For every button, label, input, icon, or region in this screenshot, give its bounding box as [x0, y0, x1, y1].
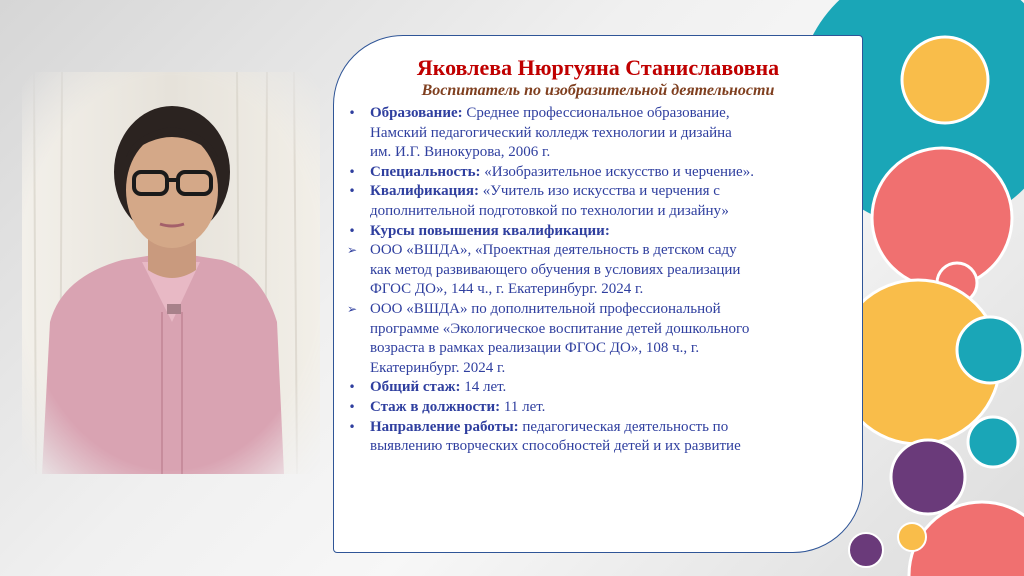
info-item-line [342, 320, 832, 340]
info-item-line [342, 339, 832, 359]
bullet-icon: • [348, 399, 356, 414]
info-item-line [342, 261, 832, 281]
teal-circle-mid [957, 317, 1023, 383]
info-item-line [342, 241, 832, 261]
info-item-text: возраста в рамках реализации ФГОС ДО», 108 ч., г. [370, 340, 700, 357]
info-item-text: Екатеринбург. 2024 г. [370, 359, 506, 376]
info-item-label: Общий стаж: [370, 379, 461, 396]
info-item-text: им. И.Г. Винокурова, 2006 г. [370, 144, 551, 161]
info-item-label: Направление работы: [370, 418, 519, 435]
teal-circle-small [968, 417, 1018, 467]
info-item-line [342, 182, 832, 202]
info-item-label: Образование: [370, 105, 463, 121]
purple-circle-large [891, 440, 965, 514]
info-item-label: Стаж в должности: [370, 398, 501, 415]
info-item-text: выявлению творческих способностей детей и их развитие [370, 438, 741, 455]
person-name: Яковлева Нюргуяна Станиславовна [416, 55, 780, 80]
yellow-circle-top [902, 37, 988, 123]
info-item-line [342, 418, 832, 438]
purple-circle-small [849, 533, 883, 567]
coral-circle-small [937, 263, 977, 303]
info-card [333, 35, 863, 553]
person-position: Воспитатель по изобразительной деятельности [421, 82, 775, 99]
info-item-line [342, 359, 832, 379]
arrow-bullet-icon: ➢ [346, 301, 358, 316]
info-item-line [342, 437, 832, 457]
bullet-icon: • [348, 380, 356, 395]
info-item-line [342, 398, 832, 418]
yellow-circle-small [898, 523, 926, 551]
person-photo [22, 72, 320, 474]
info-item-label: Курсы повышения квалификации: [370, 222, 610, 239]
info-item-text: «Учитель изо искусства и черчения с [482, 183, 720, 200]
info-item-text: программе «Экологическое воспитание детей дошкольного [370, 320, 750, 337]
info-item-text: Среднее профессиональное образование, [466, 105, 730, 121]
bullet-icon: • [348, 419, 356, 434]
info-item-label: Специальность: [370, 163, 481, 180]
bullet-icon: • [348, 106, 356, 120]
info-item-text: Намский педагогический колледж технологии и дизайна [370, 124, 732, 141]
info-item-line [342, 378, 832, 398]
info-item-text: педагогическая деятельность по [522, 418, 729, 435]
info-item-text: ООО «ВШДА» по дополнительной профессиональной [370, 300, 721, 317]
info-item-line [342, 104, 832, 124]
person-photo-icon [22, 72, 320, 474]
info-item-text: 11 лет. [503, 398, 546, 415]
coral-circle-bottom [909, 502, 1024, 576]
info-item-text: ФГОС ДО», 144 ч., г. Екатеринбург. 2024 г. [370, 281, 644, 298]
info-item-text: 14 лет. [464, 379, 507, 396]
bullet-icon: • [348, 164, 356, 179]
info-item-line [342, 222, 832, 242]
info-item-label: Квалификация: [370, 183, 479, 200]
coral-circle-large [872, 148, 1012, 288]
info-item-text: «Изобразительное искусство и черчение». [484, 163, 754, 180]
info-item-text: дополнительной подготовкой по технологии и дизайну» [370, 202, 729, 219]
bullet-icon: • [348, 184, 356, 199]
info-item-text: ООО «ВШДА», «Проектная деятельность в детском саду [370, 242, 737, 259]
info-item-text: как метод развивающего обучения в условиях реализации [370, 261, 741, 278]
bullet-icon: • [348, 223, 356, 238]
info-item-line [342, 280, 832, 300]
info-item-line [342, 143, 832, 163]
info-item-line [342, 300, 832, 320]
info-item-line [342, 163, 832, 183]
info-list [342, 104, 832, 457]
info-item-line [342, 202, 832, 222]
arrow-bullet-icon: ➢ [346, 243, 358, 258]
info-item-line [342, 124, 832, 144]
